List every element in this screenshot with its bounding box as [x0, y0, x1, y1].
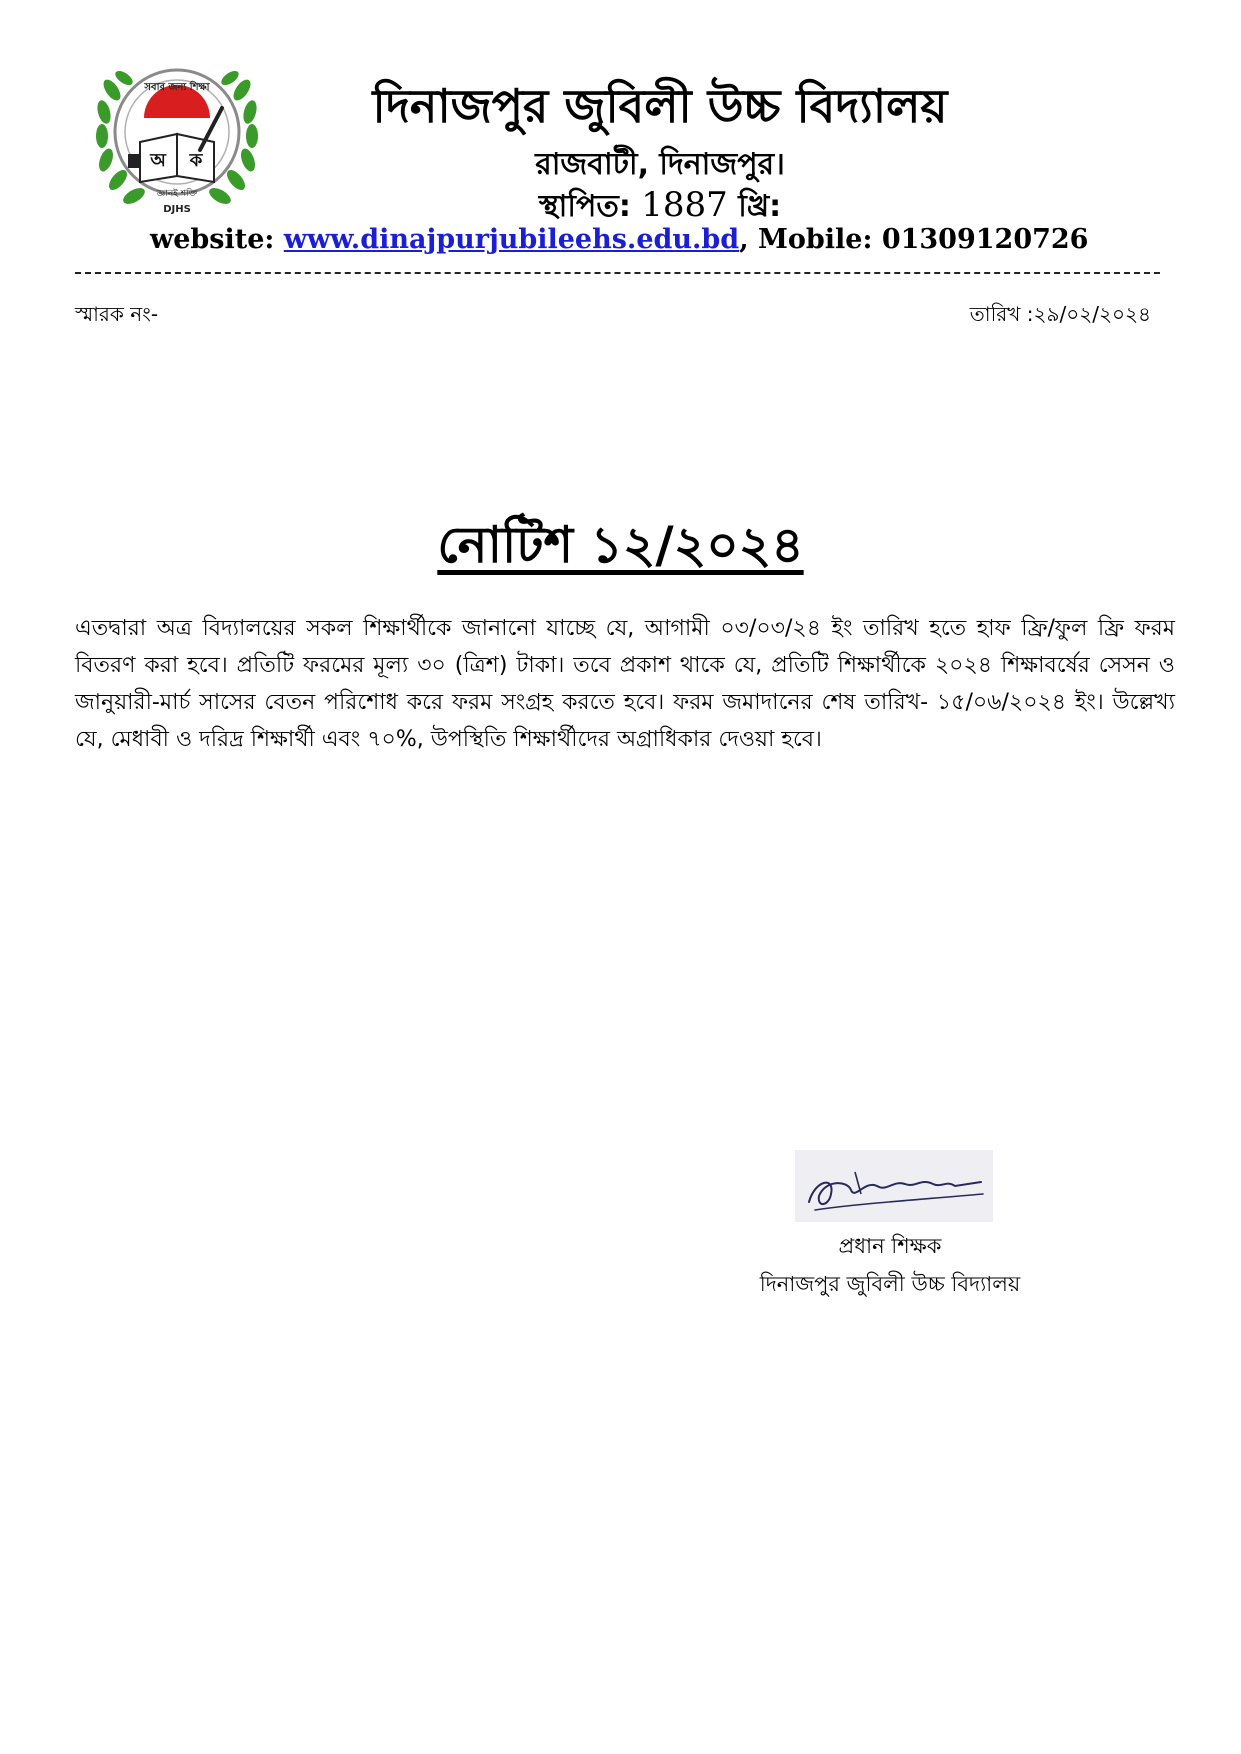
school-address: রাজবাটী, দিনাজপুর।	[535, 147, 785, 182]
signature-image	[795, 1150, 993, 1222]
inkpot-icon	[128, 154, 140, 168]
mobile-text: , Mobile: 01309120726	[739, 224, 1089, 255]
svg-text:সবার জন্য শিক্ষা: সবার জন্য শিক্ষা	[144, 82, 210, 93]
signatory-school: দিনাজপুর জুবিলী উচ্চ বিদ্যালয়	[759, 1272, 1021, 1296]
notice-body: এতদ্বারা অত্র বিদ্যালয়ের সকল শিক্ষার্থীকে জানানো যাচ্ছে যে, আগামী ০৩/০৩/২৪ ইং তারিখ হতে হাফ ফ্রি/ফুল ফ্রি ফরম বিতরণ করা হবে। প্রতিটি ফরমের মূল্য ৩০ (ত্রিশ) টাকা। তবে প্রকাশ থাকে যে, প্রতিটি শিক্ষার্থীকে ২০২৪ শিক্ষাবর্ষের সেসন ও জানুয়ারী-মার্চ সাসের বেতন পরিশোধ করে ফরম সংগ্রহ করতে হবে। ফরম জমাদানের শেষ তারিখ- ১৫/০৬/২০২৪ ইং। উল্লেখ্য যে, মেধাবী ও দরিদ্র শিক্ষার্থী এবং ৭০%, উপস্থিতি শিক্ষার্থীদের অগ্রাধিকার দেওয়া হবে।	[75, 616, 1175, 752]
established-label: স্থাপিত:	[538, 189, 631, 224]
website-link[interactable]: www.dinajpurjubileehs.edu.bd	[283, 224, 740, 255]
school-name: দিনাজপুর জুবিলী উচ্চ বিদ্যালয়	[372, 79, 948, 133]
notice-title-container	[0, 508, 1241, 591]
header-divider	[75, 272, 1160, 274]
svg-text:জ্ঞানই শক্তি: জ্ঞানই শক্তি	[156, 189, 198, 199]
notice-date: তারিখ :২৯/০২/২০২৪	[969, 302, 1151, 326]
svg-text:ক: ক	[189, 150, 203, 171]
school-logo	[82, 50, 272, 220]
website-label: website:	[150, 224, 275, 255]
memo-number: স্মারক নং-	[75, 302, 159, 326]
notice-title: নোটিশ ১২/২০২৪	[437, 516, 804, 574]
contact-line	[150, 224, 1150, 255]
svg-text:DJHS: DJHS	[163, 204, 191, 215]
established-suffix: খ্রি:	[738, 189, 782, 224]
svg-text:অ: অ	[150, 150, 166, 171]
signatory-title: প্রধান শিক্ষক	[838, 1234, 942, 1258]
established-year: 1887	[641, 185, 728, 225]
signature-icon	[795, 1150, 993, 1222]
